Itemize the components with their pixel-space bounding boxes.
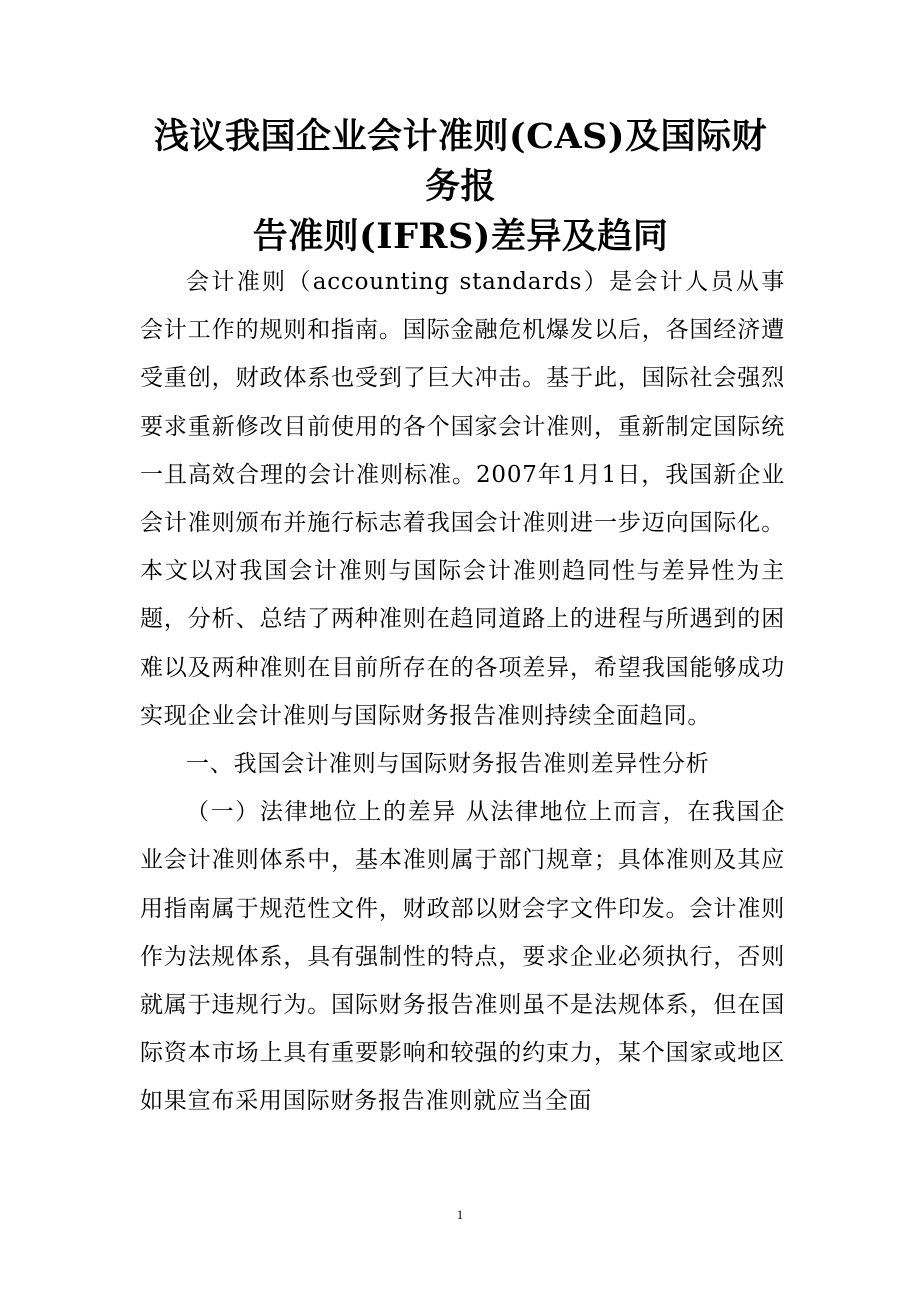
title-line-1: 浅议我国企业会计准则(CAS)及国际财务报 (154, 116, 767, 207)
page-number: 1 (456, 1207, 464, 1222)
paragraph-legal-status: （一）法律地位上的差异 从法律地位上而言，在我国企业会计准则体系中，基本准则属于部门规章；具体准则及其应用指南属于规范性文件，财政部以财会字文件印发。会计准则作为法规体系，具有强制性的特点，要求企业必须执行，否则就属于违规行为。国际财务报告准则虽不是法规体系，但在国际资本市场上具有重要影响和较强的约束力，某个国家或地区如果宣布采用国际财务报告准则就应当全面 (140, 799, 785, 1115)
document-body (140, 258, 785, 1126)
section-heading: 一、我国会计准则与国际财务报告准则差异性分析 (186, 751, 710, 778)
paragraph-intro: 会计准则（accounting standards）是会计人员从事会计工作的规则和指南。国际金融危机爆发以后，各国经济遭受重创，财政体系也受到了巨大冲击。基于此，国际社会强烈要求重新修改目前使用的各个国家会计准则，重新制定国际统一且高效合理的会计准则标准。2007年1月1日，我国新企业会计准则颁布并施行标志着我国会计准则进一步迈向国际化。本文以对我国会计准则与国际会计准则趋同性与差异性为主题，分析、总结了两种准则在趋同道路上的进程与所遇到的困难以及两种准则在目前所存在的各项差异，希望我国能够成功实现企业会计准则与国际财务报告准则持续全面趋同。 (140, 269, 785, 729)
title-line-2: 告准则(IFRS)差异及趋同 (252, 216, 669, 257)
document-title (138, 112, 783, 262)
